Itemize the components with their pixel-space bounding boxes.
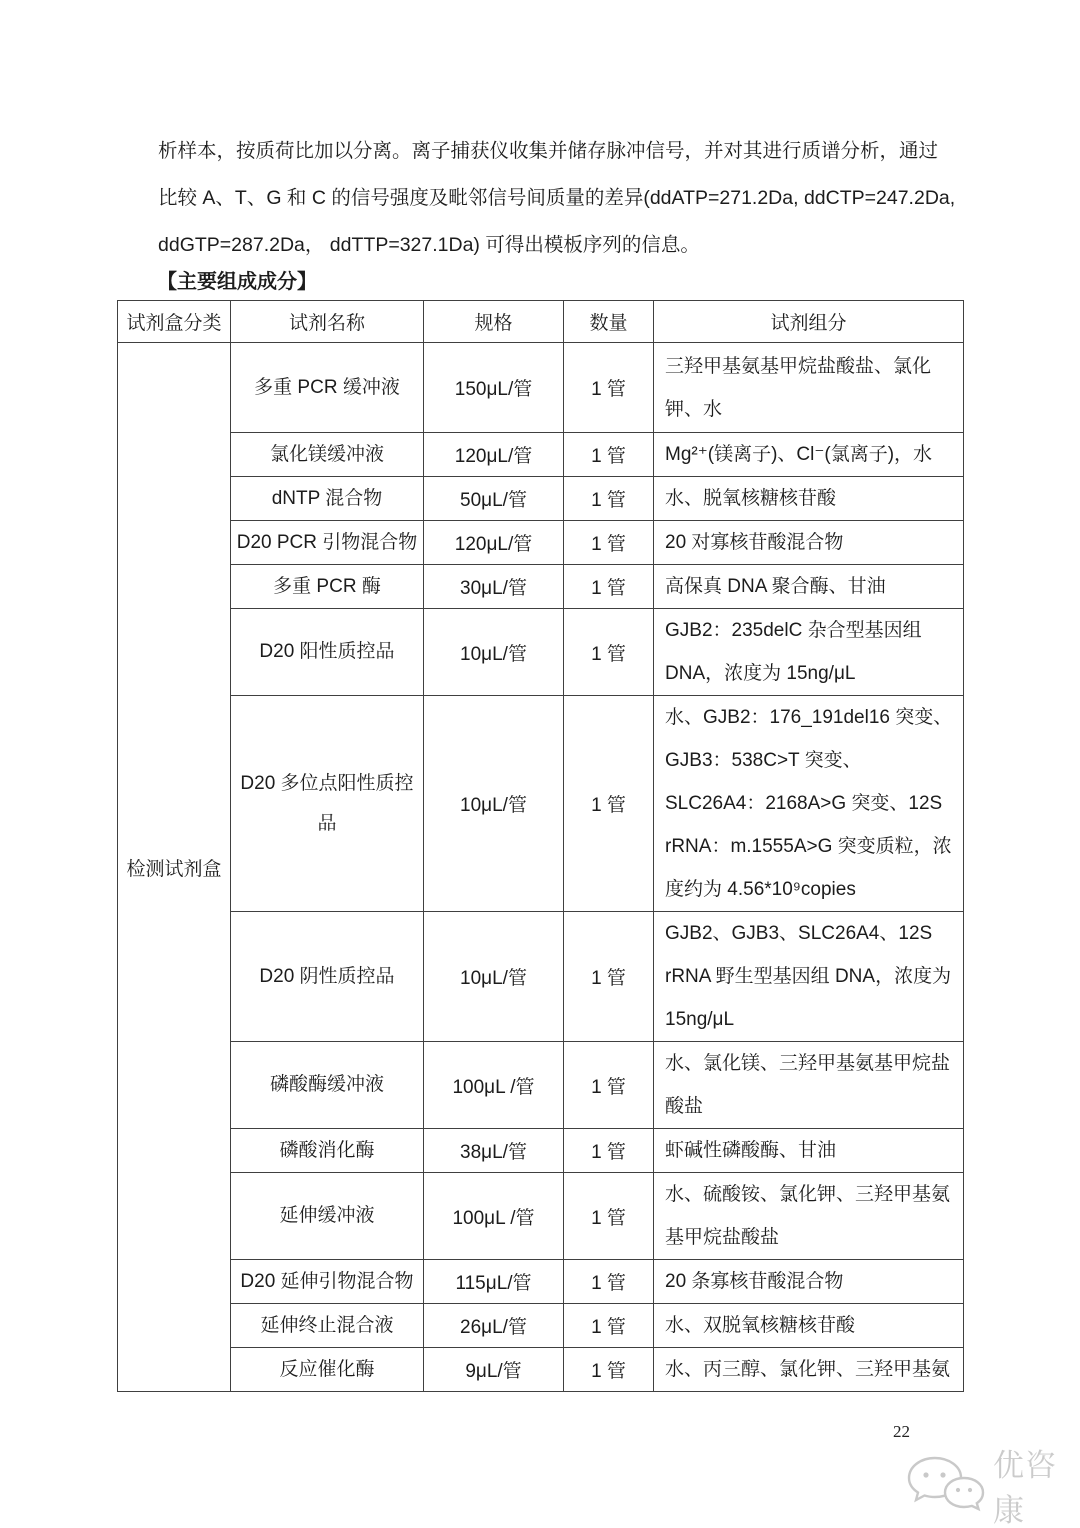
- section-heading: 【主要组成成分】: [157, 271, 317, 293]
- table-row: [118, 521, 964, 565]
- table-row: [118, 343, 964, 433]
- table-row: [118, 477, 964, 521]
- cell-name: 反应催化酶: [231, 1348, 424, 1392]
- cell-name: 延伸缓冲液: [231, 1173, 424, 1260]
- cell-qty: 1 管: [564, 1129, 654, 1173]
- cell-spec: 38μL/管: [424, 1129, 564, 1173]
- column-header-spec: 规格: [424, 301, 564, 343]
- cell-qty: 1 管: [564, 1260, 654, 1304]
- cell-spec: 30μL/管: [424, 565, 564, 609]
- column-header-category: 试剂盒分类: [118, 301, 231, 343]
- table-row: [118, 565, 964, 609]
- column-header-qty: 数量: [564, 301, 654, 343]
- cell-spec: 115μL/管: [424, 1260, 564, 1304]
- cell-spec: 100μL /管: [424, 1173, 564, 1260]
- chat-bubbles-icon: [905, 1454, 987, 1517]
- cell-qty: 1 管: [564, 521, 654, 565]
- cell-spec: 150μL/管: [424, 343, 564, 433]
- components-table: [117, 300, 964, 1392]
- cell-components: GJB2：235delC 杂合型基因组 DNA，浓度为 15ng/μL: [654, 609, 964, 696]
- body-paragraph: [158, 128, 958, 269]
- cell-components: 水、硫酸铵、氯化钾、三羟甲基氨基甲烷盐酸盐: [654, 1173, 964, 1260]
- cell-spec: 9μL/管: [424, 1348, 564, 1392]
- cell-components: 20 对寡核苷酸混合物: [654, 521, 964, 565]
- cell-qty: 1 管: [564, 565, 654, 609]
- cell-spec: 100μL /管: [424, 1042, 564, 1129]
- cell-spec: 10μL/管: [424, 609, 564, 696]
- cell-components: 高保真 DNA 聚合酶、甘油: [654, 565, 964, 609]
- cell-qty: 1 管: [564, 1173, 654, 1260]
- cell-components: GJB2、GJB3、SLC26A4、12S rRNA 野生型基因组 DNA，浓度为 15ng/μL: [654, 912, 964, 1042]
- watermark-text: 优咨康: [993, 1448, 1057, 1528]
- cell-components: 三羟甲基氨基甲烷盐酸盐、氯化钾、水: [654, 343, 964, 433]
- cell-components: 水、丙三醇、氯化钾、三羟甲基氨: [654, 1348, 964, 1392]
- cell-spec: 120μL/管: [424, 433, 564, 477]
- cell-components: 虾碱性磷酸酶、甘油: [654, 1129, 964, 1173]
- cell-components: 水、脱氧核糖核苷酸: [654, 477, 964, 521]
- cell-qty: 1 管: [564, 477, 654, 521]
- table-row: [118, 1042, 964, 1129]
- column-header-components: 试剂组分: [654, 301, 964, 343]
- paragraph-line: ddGTP=287.2Da， ddTTP=327.1Da) 可得出模板序列的信息。: [158, 234, 700, 256]
- cell-qty: 1 管: [564, 343, 654, 433]
- cell-name: D20 延伸引物混合物: [231, 1260, 424, 1304]
- cell-qty: 1 管: [564, 433, 654, 477]
- cell-name: 多重 PCR 酶: [231, 565, 424, 609]
- table-row: [118, 696, 964, 912]
- cell-qty: 1 管: [564, 1348, 654, 1392]
- table-row: [118, 912, 964, 1042]
- table-row: [118, 433, 964, 477]
- cell-spec: 10μL/管: [424, 696, 564, 912]
- cell-spec: 120μL/管: [424, 521, 564, 565]
- cell-name: D20 阴性质控品: [231, 912, 424, 1042]
- cell-name: D20 PCR 引物混合物: [231, 521, 424, 565]
- table-row: [118, 1304, 964, 1348]
- table-row: [118, 1260, 964, 1304]
- table-row: [118, 609, 964, 696]
- cell-name: dNTP 混合物: [231, 477, 424, 521]
- table-row: [118, 1129, 964, 1173]
- column-header-name: 试剂名称: [231, 301, 424, 343]
- table-row: [118, 1173, 964, 1260]
- cell-qty: 1 管: [564, 1042, 654, 1129]
- cell-qty: 1 管: [564, 1304, 654, 1348]
- cell-name: 磷酸酶缓冲液: [231, 1042, 424, 1129]
- cell-name: D20 阳性质控品: [231, 609, 424, 696]
- cell-qty: 1 管: [564, 609, 654, 696]
- cell-qty: 1 管: [564, 912, 654, 1042]
- cell-components: 水、双脱氧核糖核苷酸: [654, 1304, 964, 1348]
- cell-name: 多重 PCR 缓冲液: [231, 343, 424, 433]
- cell-name: 延伸终止混合液: [231, 1304, 424, 1348]
- cell-spec: 10μL/管: [424, 912, 564, 1042]
- cell-spec: 50μL/管: [424, 477, 564, 521]
- cell-name: 磷酸消化酶: [231, 1129, 424, 1173]
- table-row: [118, 1348, 964, 1392]
- cell-category: 检测试剂盒: [118, 343, 231, 1392]
- cell-spec: 26μL/管: [424, 1304, 564, 1348]
- cell-name: 氯化镁缓冲液: [231, 433, 424, 477]
- table-header-row: [118, 301, 964, 343]
- paragraph-line: 比较 A、T、G 和 C 的信号强度及毗邻信号间质量的差异(ddATP=271.2Da, ddCTP=247.2Da,: [158, 187, 956, 209]
- cell-name: D20 多位点阳性质控品: [231, 696, 424, 912]
- cell-components: 水、GJB2：176_191del16 突变、GJB3：538C>T 突变、SLC26A4：2168A>G 突变、12S rRNA：m.1555A>G 突变质粒，浓度约为 4.56*10⁹copies: [654, 696, 964, 912]
- cell-components: 20 条寡核苷酸混合物: [654, 1260, 964, 1304]
- paragraph-line: 析样本，按质荷比加以分离。离子捕获仪收集并储存脉冲信号，并对其进行质谱分析，通过: [158, 140, 939, 162]
- cell-components: 水、氯化镁、三羟甲基氨基甲烷盐酸盐: [654, 1042, 964, 1129]
- cell-components: Mg²⁺(镁离子)、Cl⁻(氯离子)，水: [654, 433, 964, 477]
- page-number: 22: [893, 1422, 910, 1441]
- watermark: [905, 1440, 1080, 1528]
- cell-qty: 1 管: [564, 696, 654, 912]
